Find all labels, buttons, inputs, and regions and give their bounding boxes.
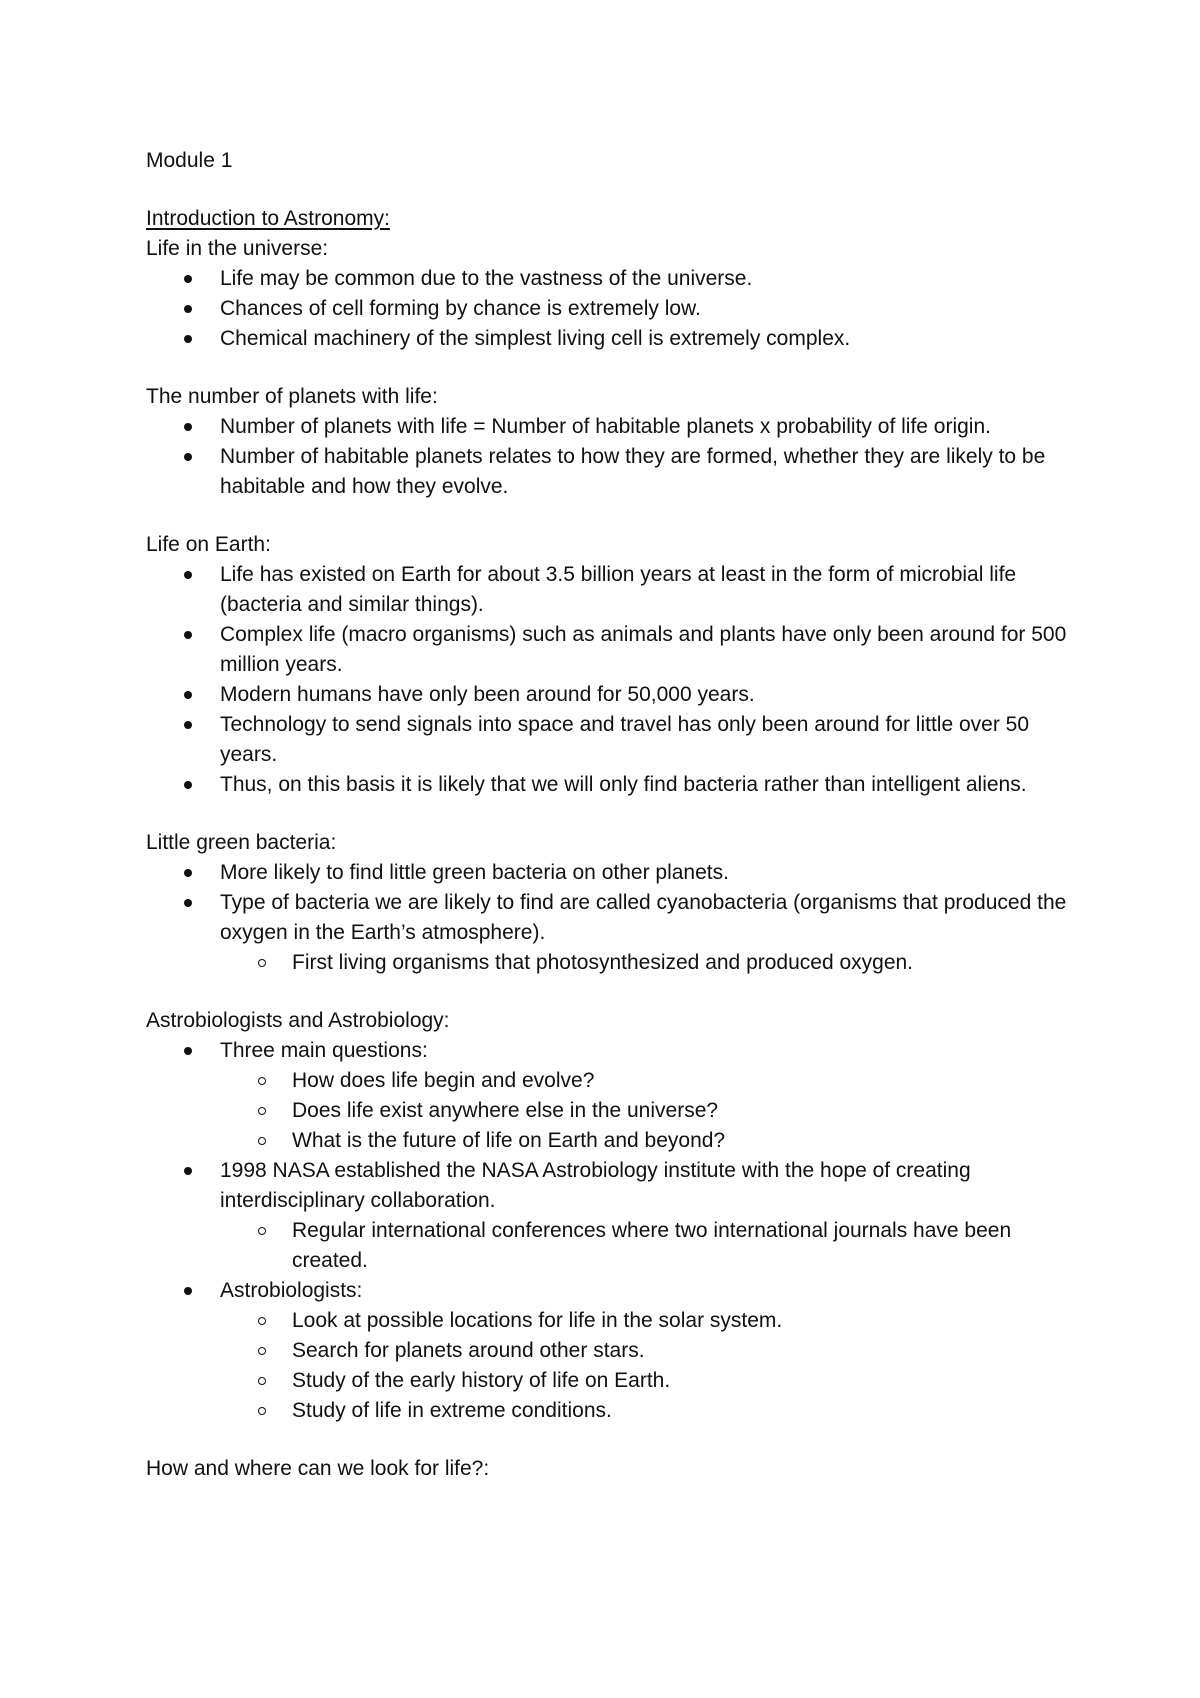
list-item-text: Thus, on this basis it is likely that we will only find bacteria rather than intelligent aliens. <box>220 773 1027 796</box>
list-item-text: Number of habitable planets relates to how they are formed, whether they are likely to be habitable and how they evolve. <box>220 445 1046 498</box>
circle-bullet-icon <box>258 959 266 967</box>
sub-bullet-list <box>146 1066 1076 1156</box>
circle-bullet-icon <box>258 1317 266 1325</box>
circle-bullet-icon <box>258 1107 266 1115</box>
sub-list-item-text: Does life exist anywhere else in the universe? <box>292 1099 719 1122</box>
circle-bullet-icon <box>258 1407 266 1415</box>
section-heading: Life in the universe: <box>146 237 329 260</box>
list-item-text: Complex life (macro organisms) such as animals and plants have only been around for 500 million years. <box>220 623 1067 676</box>
bullet-list <box>146 858 1076 978</box>
spacer <box>146 176 1076 204</box>
bullet-icon <box>184 305 192 313</box>
circle-bullet-icon <box>258 1077 266 1085</box>
bullet-icon <box>184 691 192 699</box>
section-title: Introduction to Astronomy: <box>146 207 390 230</box>
list-item-text: Modern humans have only been around for 50,000 years. <box>220 683 755 706</box>
sub-list-item <box>146 948 1076 978</box>
circle-bullet-icon <box>258 1227 266 1235</box>
bullet-icon <box>184 423 192 431</box>
sub-list-item-text: Regular international conferences where two international journals have been created. <box>292 1219 1012 1272</box>
list-item-text: Life has existed on Earth for about 3.5 billion years at least in the form of microbial life (bacteria and similar things). <box>220 563 1017 616</box>
sub-list-item-text: Study of life in extreme conditions. <box>292 1399 612 1422</box>
bullet-icon <box>184 275 192 283</box>
list-item <box>146 560 1076 620</box>
list-item <box>146 294 1076 324</box>
list-item-text: Three main questions: <box>220 1039 428 1062</box>
spacer <box>146 800 1076 828</box>
bullet-list <box>146 560 1076 800</box>
sub-bullet-list <box>146 948 1076 978</box>
bullet-icon <box>184 1047 192 1055</box>
sub-list-item <box>146 1066 1076 1096</box>
list-item-text: Chances of cell forming by chance is extremely low. <box>220 297 701 320</box>
list-item <box>146 1036 1076 1156</box>
sub-list-item <box>146 1306 1076 1336</box>
section-heading: Life on Earth: <box>146 533 271 556</box>
document-body <box>146 146 1076 1484</box>
sub-list-item <box>146 1216 1076 1276</box>
section-heading: Little green bacteria: <box>146 831 337 854</box>
list-item <box>146 1276 1076 1426</box>
circle-bullet-icon <box>258 1377 266 1385</box>
list-item-text: Astrobiologists: <box>220 1279 363 1302</box>
section-heading: Astrobiologists and Astrobiology: <box>146 1009 450 1032</box>
bullet-icon <box>184 453 192 461</box>
list-item-text: Technology to send signals into space and travel has only been around for little over 50 years. <box>220 713 1030 766</box>
list-item <box>146 888 1076 978</box>
bullet-icon <box>184 1287 192 1295</box>
bullet-icon <box>184 899 192 907</box>
list-item <box>146 770 1076 800</box>
sub-list-item-text: Study of the early history of life on Earth. <box>292 1369 671 1392</box>
circle-bullet-icon <box>258 1137 266 1145</box>
list-item <box>146 442 1076 502</box>
sub-bullet-list <box>146 1216 1076 1276</box>
sub-list-item <box>146 1396 1076 1426</box>
sub-list-item <box>146 1366 1076 1396</box>
bullet-icon <box>184 1167 192 1175</box>
bullet-icon <box>184 571 192 579</box>
list-item <box>146 710 1076 770</box>
list-item <box>146 620 1076 680</box>
list-item <box>146 264 1076 294</box>
list-item <box>146 412 1076 442</box>
bullet-list <box>146 412 1076 502</box>
sub-list-item <box>146 1336 1076 1366</box>
sub-list-item-text: What is the future of life on Earth and beyond? <box>292 1129 726 1152</box>
bullet-icon <box>184 781 192 789</box>
sub-list-item <box>146 1096 1076 1126</box>
sub-list-item-text: Look at possible locations for life in the solar system. <box>292 1309 783 1332</box>
bullet-icon <box>184 721 192 729</box>
bullet-icon <box>184 335 192 343</box>
list-item-text: Number of planets with life = Number of habitable planets x probability of life origin. <box>220 415 991 438</box>
bullet-list <box>146 1036 1076 1426</box>
final-heading: How and where can we look for life?: <box>146 1457 490 1480</box>
spacer <box>146 1426 1076 1454</box>
sub-bullet-list <box>146 1306 1076 1426</box>
list-item-text: More likely to find little green bacteria on other planets. <box>220 861 729 884</box>
list-item-text: Chemical machinery of the simplest living cell is extremely complex. <box>220 327 851 350</box>
bullet-icon <box>184 869 192 877</box>
sub-list-item-text: Search for planets around other stars. <box>292 1339 645 1362</box>
list-item <box>146 680 1076 710</box>
list-item-text: Type of bacteria we are likely to find are called cyanobacteria (organisms that produced the oxygen in the Earth’s atmosphere). <box>220 891 1067 944</box>
spacer <box>146 354 1076 382</box>
bullet-list <box>146 264 1076 354</box>
spacer <box>146 502 1076 530</box>
spacer <box>146 978 1076 1006</box>
sub-list-item-text: First living organisms that photosynthesized and produced oxygen. <box>292 951 914 974</box>
bullet-icon <box>184 631 192 639</box>
sub-list-item-text: How does life begin and evolve? <box>292 1069 595 1092</box>
sub-list-item <box>146 1126 1076 1156</box>
module-title: Module 1 <box>146 149 233 172</box>
list-item-text: 1998 NASA established the NASA Astrobiology institute with the hope of creating interdisciplinary collaboration. <box>220 1159 971 1212</box>
list-item <box>146 324 1076 354</box>
list-item <box>146 858 1076 888</box>
list-item <box>146 1156 1076 1276</box>
section-heading: The number of planets with life: <box>146 385 438 408</box>
list-item-text: Life may be common due to the vastness of the universe. <box>220 267 753 290</box>
circle-bullet-icon <box>258 1347 266 1355</box>
